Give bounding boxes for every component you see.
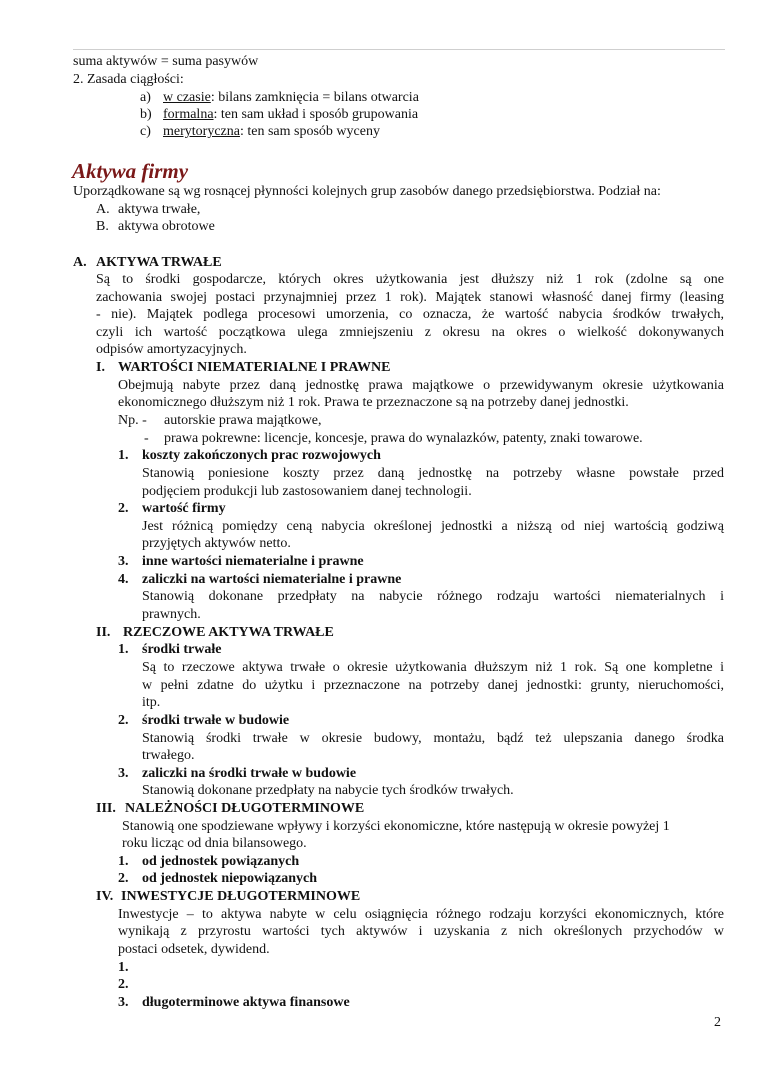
example-label: Np. - [118, 413, 147, 428]
split-marker: B. [96, 219, 109, 234]
heading-ii-marker: II. [96, 625, 111, 640]
paragraph-line: Są to rzeczowe aktywa trwałe o okresie użytkowania dłuższym niż 1 rok. Są one kompletne i [142, 660, 724, 675]
paragraph-line: Stanowią poniesione koszty przez daną jednostkę na potrzeby własne powstałe przed [142, 466, 724, 481]
subitem-number: 3. [118, 766, 129, 781]
paragraph-line: prawnych. [142, 607, 201, 622]
continuity-item-marker: b) [140, 107, 152, 122]
paragraph-line: - nie). Majątek podlega procesowi umorzenia, co oznacza, że wartość nabycia środków trwałych, [96, 307, 724, 322]
subitem-number: 4. [118, 572, 129, 587]
page-number: 2 [714, 1015, 721, 1030]
split-item: aktywa obrotowe [118, 219, 215, 234]
paragraph-line: czyli ich wartość początkowa ulega zmniejszeniu z okresu na okres o wielkość dokonywanych [96, 325, 724, 340]
heading-i-marker: I. [96, 360, 105, 375]
heading-iii: NALEŻNOŚCI DŁUGOTERMINOWE [125, 801, 365, 816]
header-rule [73, 49, 725, 50]
continuity-item [163, 89, 419, 107]
heading-ii: RZECZOWE AKTYWA TRWAŁE [123, 625, 334, 640]
subitem-number: 2. [118, 871, 129, 886]
subitem-title: długoterminowe aktywa finansowe [142, 995, 350, 1010]
heading-iii-marker: III. [96, 801, 116, 816]
subitem-title: zaliczki na wartości niematerialne i prawne [142, 572, 402, 587]
paragraph-line: Są to środki gospodarcze, których okres użytkowania jest dłuższy niż 1 rok (zdolne są one [96, 272, 724, 287]
section-title: Aktywa firmy [72, 159, 189, 183]
continuity-term: formalna [163, 107, 214, 122]
example-item: autorskie prawa majątkowe, [164, 413, 322, 428]
paragraph-line: Stanowią dokonane przedpłaty na nabycie tych środków trwałych. [142, 783, 514, 798]
paragraph-line: wynikają z przyrostu wartości tych aktywów i uzyskania z nich określonych przychodów w [118, 924, 724, 939]
continuity-term: merytoryczna [163, 124, 240, 139]
paragraph-line: Stanowią środki trwałe w okresie budowy, montażu, bądź też ulepszania danego środka [142, 731, 724, 746]
continuity-item-marker: a) [140, 90, 151, 105]
continuity-definition: : ten sam układ i sposób grupowania [213, 107, 419, 122]
paragraph-line: Obejmują nabyte przez daną jednostkę prawa majątkowe o przewidywanym okresie użytkowania [118, 378, 724, 393]
subitem-number: 3. [118, 995, 129, 1010]
continuity-term: w czasie [163, 90, 211, 105]
subitem-title: wartość firmy [142, 501, 226, 516]
paragraph-line: itp. [142, 695, 161, 710]
subitem-number: 2. [118, 713, 129, 728]
balance-equation: suma aktywów = suma pasywów [73, 54, 259, 69]
subitem-title: inne wartości niematerialne i prawne [142, 554, 364, 569]
heading-iv: INWESTYCJE DŁUGOTERMINOWE [121, 889, 361, 904]
subitem-title: od jednostek powiązanych [142, 854, 300, 869]
continuity-item [163, 123, 380, 141]
continuity-item-marker: c) [140, 124, 151, 139]
subitem-title: koszty zakończonych prac rozwojowych [142, 448, 381, 463]
continuity-item [163, 106, 418, 124]
subitem-title: od jednostek niepowiązanych [142, 871, 318, 886]
subitem-number: 1. [118, 448, 129, 463]
paragraph-line: Jest różnicą pomiędzy ceną nabycia określonej jednostki a niższą od niej wartością godziwą [142, 519, 724, 534]
paragraph-line: Inwestycje – to aktywa nabyte w celu osiągnięcia różnego rodzaju korzyści ekonomicznych, które [118, 907, 724, 922]
paragraph-line: Stanowią one spodziewane wpływy i korzyści ekonomiczne, które następują w okresie powyżej 1 [122, 819, 670, 834]
subitem-number: 2. [118, 977, 129, 992]
paragraph-line: ekonomicznego dłuższym niż 1 rok. Prawa te przeznaczone są na potrzeby danej jednostki. [118, 395, 629, 410]
paragraph-line: Stanowią dokonane przedpłaty na nabycie różnego rodzaju wartości niematerialnych i [142, 589, 724, 604]
split-marker: A. [96, 202, 110, 217]
subitem-title: środki trwałe [142, 642, 222, 657]
heading-i: WARTOŚCI NIEMATERIALNE I PRAWNE [118, 360, 391, 375]
paragraph-line: podjęciem produkcji lub zastosowaniem danej technologii. [142, 484, 472, 499]
subitem-number: 1. [118, 642, 129, 657]
paragraph-line: w pełni zdatne do użytku i przeznaczone na potrzeby danej jednostki: grunty, nieruchomości, [142, 678, 724, 693]
heading-a: AKTYWA TRWAŁE [96, 255, 222, 270]
heading-iv-marker: IV. [96, 889, 114, 904]
paragraph-line: odpisów amortyzacyjnych. [96, 342, 247, 357]
subitem-number: 3. [118, 554, 129, 569]
subitem-number: 1. [118, 854, 129, 869]
paragraph-line: trwałego. [142, 748, 195, 763]
heading-a-marker: A. [73, 255, 87, 270]
paragraph-line: roku licząc od dnia bilansowego. [122, 836, 307, 851]
subitem-title: zaliczki na środki trwałe w budowie [142, 766, 357, 781]
subitem-title: środki trwałe w budowie [142, 713, 290, 728]
subitem-number: 1. [118, 960, 129, 975]
paragraph-line: przyjętych aktywów netto. [142, 536, 291, 551]
continuity-principle-heading: 2. Zasada ciągłości: [73, 72, 184, 87]
example-dash: - [144, 431, 149, 446]
subitem-number: 2. [118, 501, 129, 516]
section-intro: Uporządkowane są wg rosnącej płynności kolejnych grup zasobów danego przedsiębiorstwa. Podział na: [73, 184, 661, 199]
continuity-definition: : ten sam sposób wyceny [239, 124, 380, 139]
split-item: aktywa trwałe, [118, 202, 201, 217]
example-item: prawa pokrewne: licencje, koncesje, prawa do wynalazków, patenty, znaki towarowe. [164, 431, 643, 446]
paragraph-line: zachowania swojej postaci przynajmniej przez 1 rok). Majątek stanowi własność danej firmy (leasing [96, 290, 724, 305]
continuity-definition: : bilans zamknięcia = bilans otwarcia [210, 90, 419, 105]
paragraph-line: postaci odsetek, dywidend. [118, 942, 270, 957]
